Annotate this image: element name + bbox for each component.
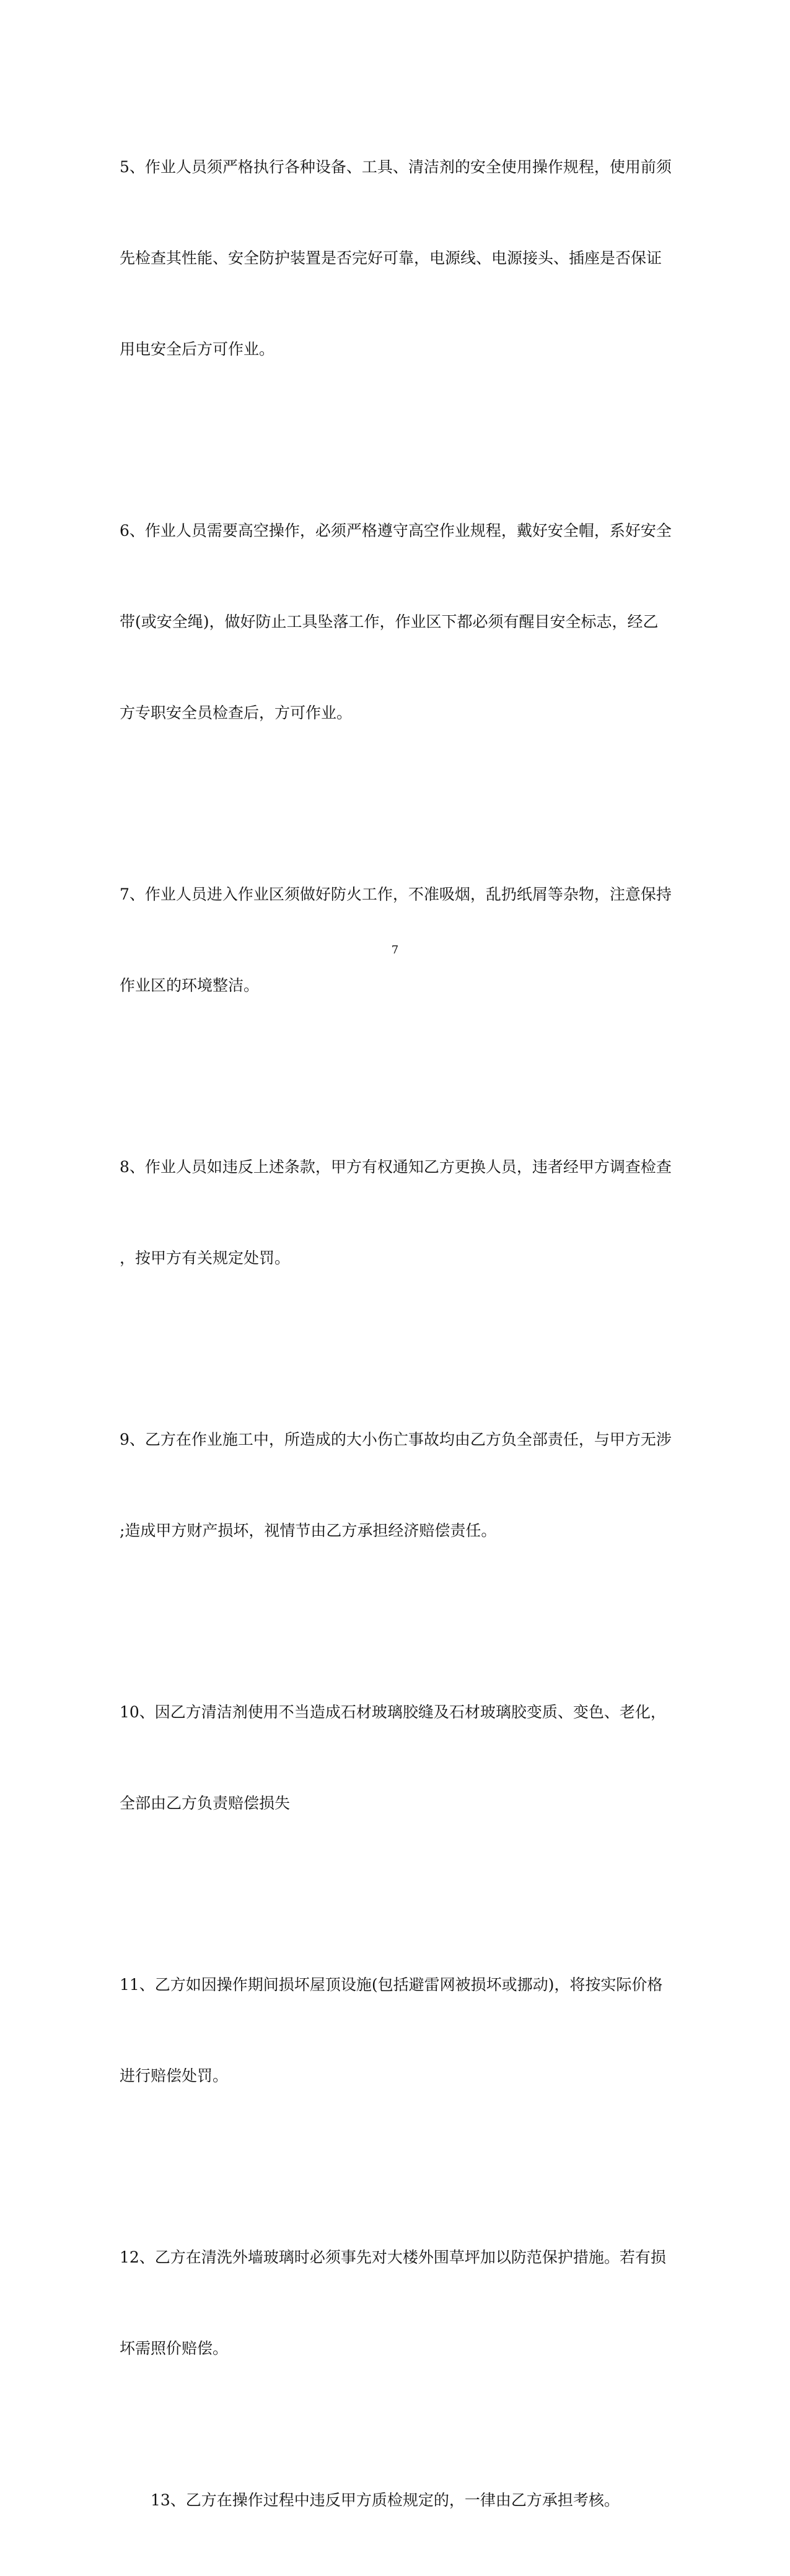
clause-11-line-2: 进行赔偿处罚。 xyxy=(120,2067,229,2085)
clause-11 xyxy=(120,1909,671,2152)
clause-10 xyxy=(120,1636,671,1879)
clause-8 xyxy=(120,1091,671,1334)
clause-7-line-2: 作业区的环境整洁。 xyxy=(120,976,260,994)
clause-9 xyxy=(120,1364,671,1606)
clause-12 xyxy=(120,2181,671,2424)
clause-7 xyxy=(120,818,671,1061)
clause-6 xyxy=(120,455,671,789)
page-number: 7 xyxy=(391,944,399,957)
clause-6-line-1: 6、作业人员需要高空操作，必须严格遵守高空作业规程，戴好安全帽，系好安全 xyxy=(120,522,672,540)
clause-13 xyxy=(120,2424,671,2576)
clause-10-line-2: 全部由乙方负责赔偿损失 xyxy=(120,1794,291,1812)
clause-6-line-2: 带(或安全绳)，做好防止工具坠落工作，作业区下都必须有醒目安全标志，经乙 xyxy=(120,613,659,631)
clause-10-line-1: 10、因乙方清洁剂使用不当造成石材玻璃胶缝及石材玻璃胶变质、变色、老化， xyxy=(120,1703,666,1721)
clause-5-line-2: 先检查其性能、安全防护装置是否完好可靠，电源线、电源接头、插座是否保证 xyxy=(120,249,662,267)
document-body xyxy=(120,91,671,2576)
clause-13-line-1: 13、乙方在操作过程中违反甲方质检规定的，一律由乙方承担考核。 xyxy=(151,2491,620,2509)
clause-9-line-1: 9、乙方在作业施工中，所造成的大小伤亡事故均由乙方负全部责任，与甲方无涉 xyxy=(120,1430,672,1448)
clause-8-line-2: ，按甲方有关规定处罚。 xyxy=(120,1249,291,1267)
clause-5 xyxy=(120,91,671,425)
clause-12-line-2: 坏需照价赔偿。 xyxy=(120,2339,229,2357)
clause-9-line-2: ;造成甲方财产损坏，视情节由乙方承担经济赔偿责任。 xyxy=(120,1522,497,1540)
clause-6-line-3: 方专职安全员检查后，方可作业。 xyxy=(120,704,353,722)
clause-5-line-3: 用电安全后方可作业。 xyxy=(120,340,275,358)
clause-8-line-1: 8、作业人员如违反上述条款，甲方有权通知乙方更换人员，违者经甲方调查检查 xyxy=(120,1158,672,1176)
clause-7-line-1: 7、作业人员进入作业区须做好防火工作，不准吸烟，乱扔纸屑等杂物，注意保持 xyxy=(120,885,672,903)
clause-5-line-1: 5、作业人员须严格执行各种设备、工具、清洁剂的安全使用操作规程，使用前须 xyxy=(120,158,672,176)
clause-12-line-1: 12、乙方在清洗外墙玻璃时必须事先对大楼外围草坪加以防范保护措施。若有损 xyxy=(120,2248,666,2266)
clause-11-line-1: 11、乙方如因操作期间损坏屋顶设施(包括避雷网被损坏或挪动)，将按实际价格 xyxy=(120,1976,663,1994)
